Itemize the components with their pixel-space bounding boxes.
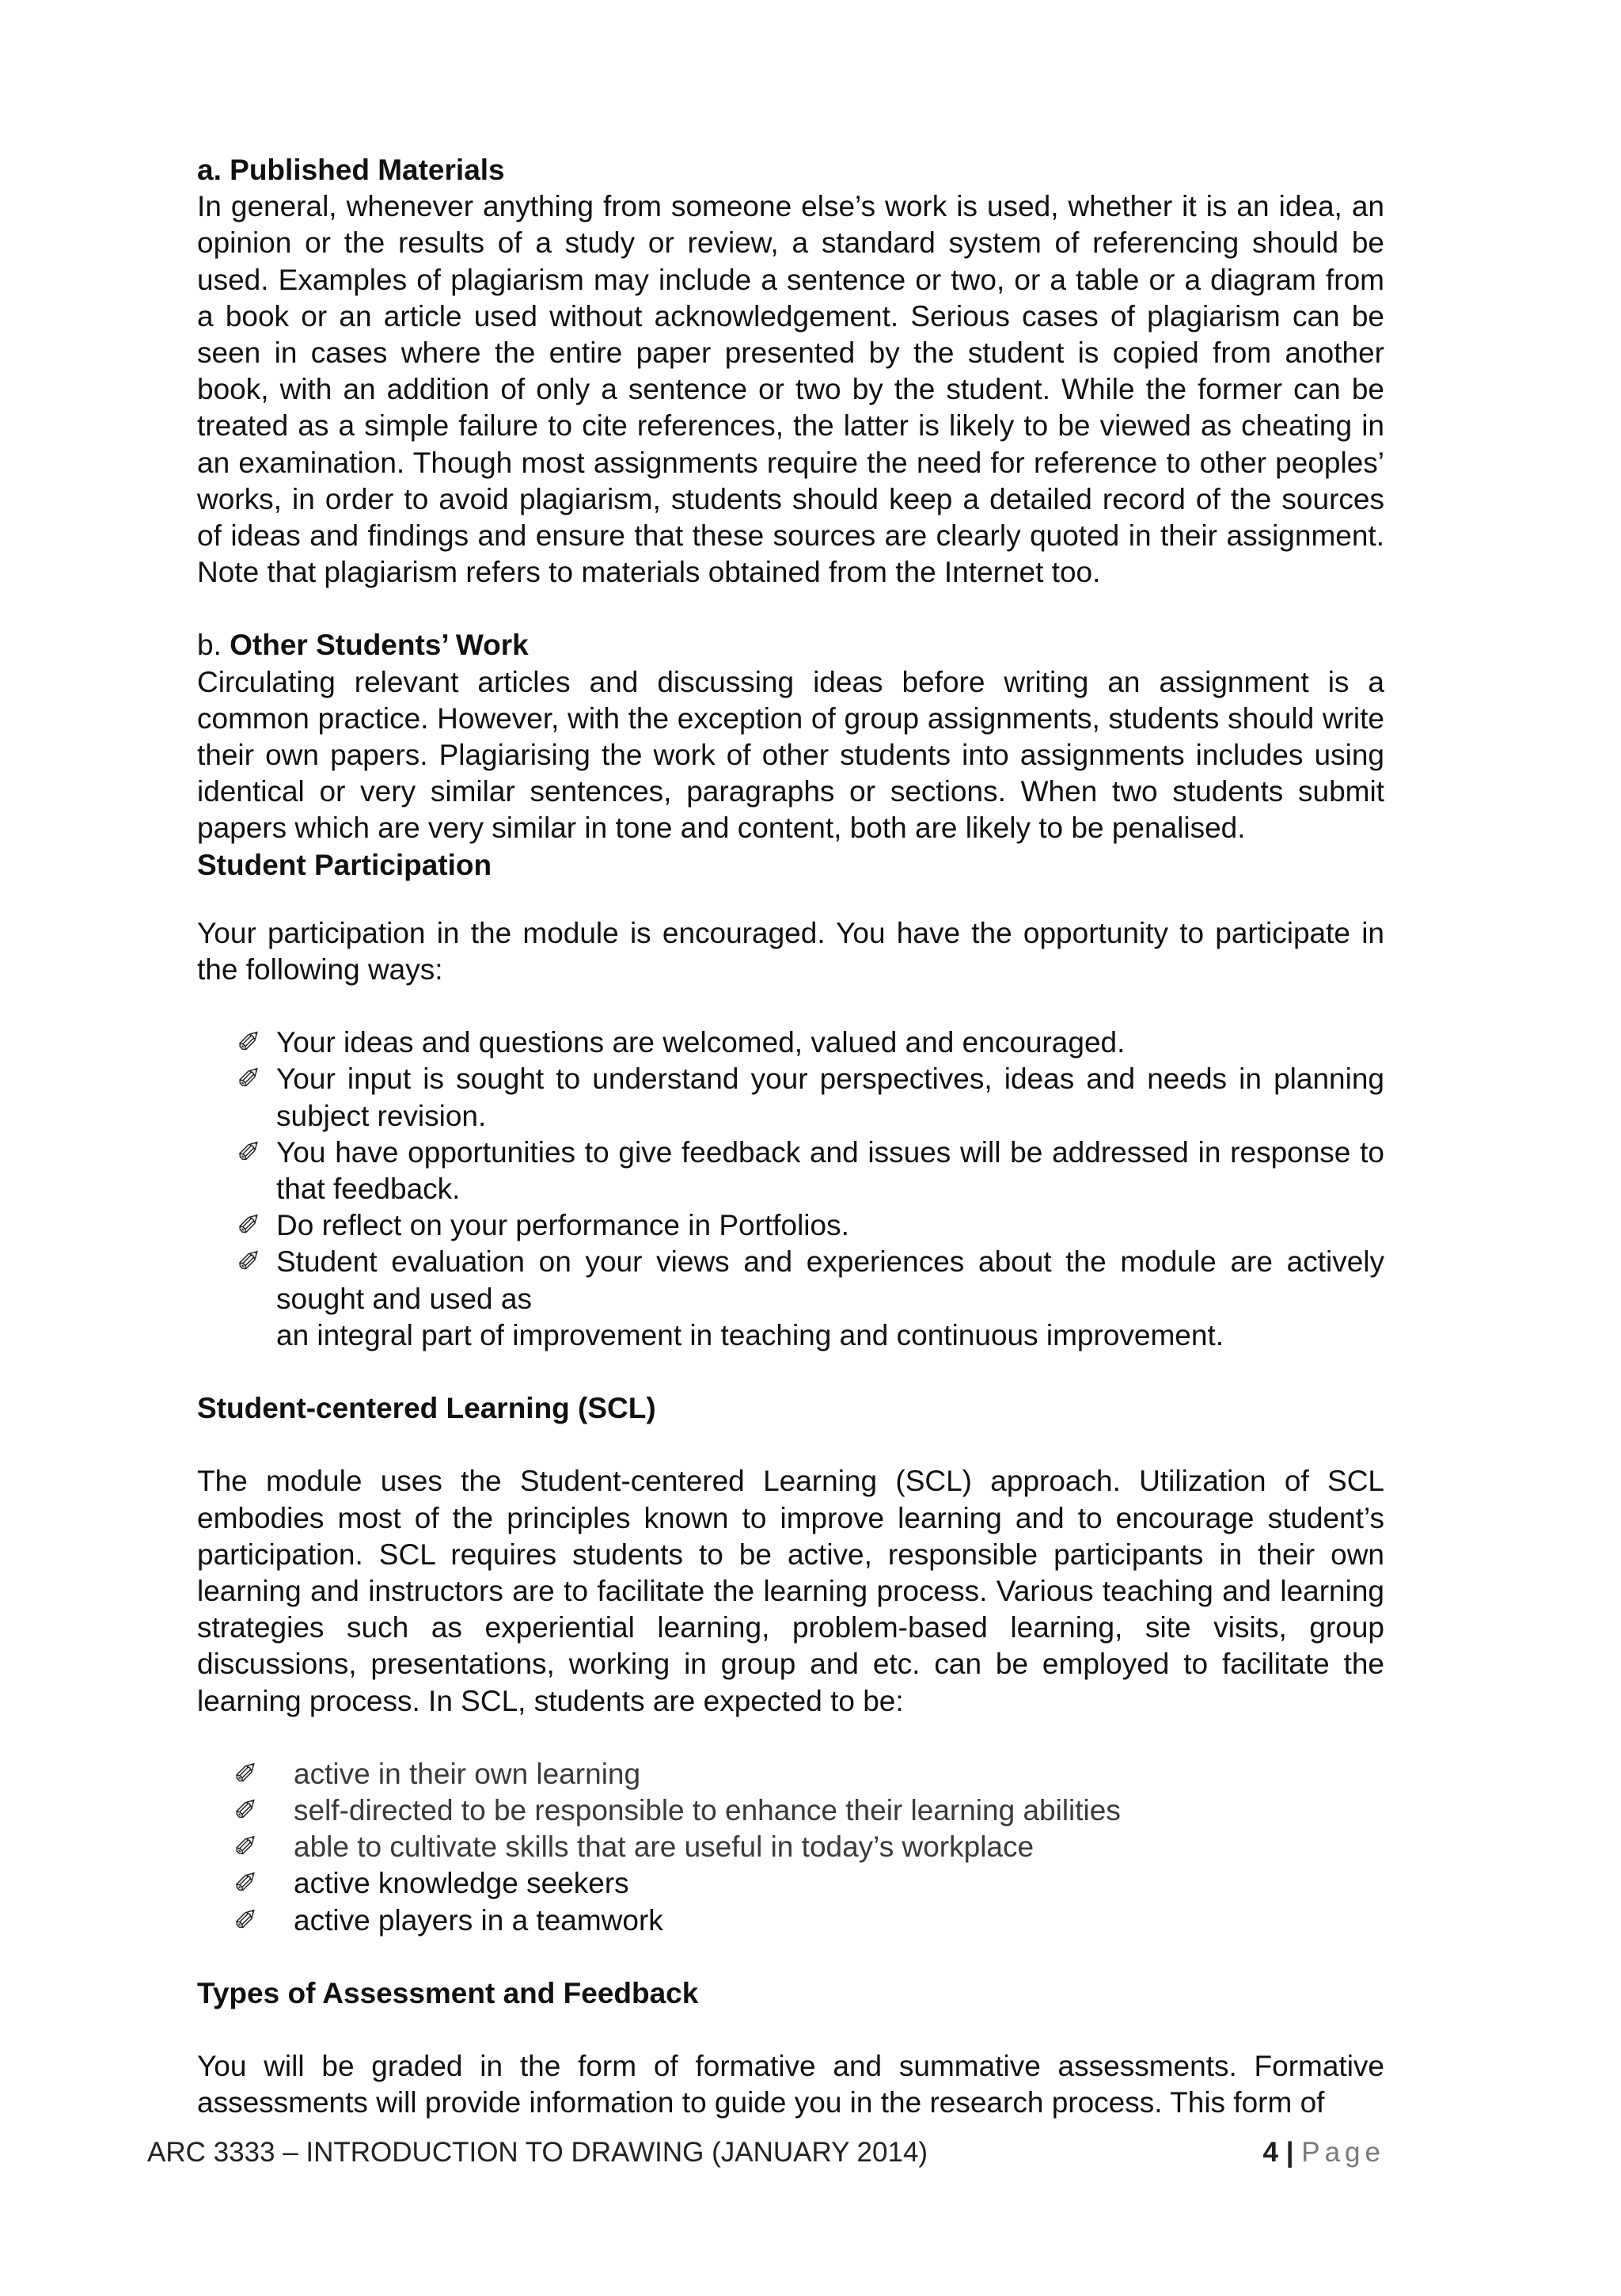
pencil-icon: ✐ <box>233 1903 259 1937</box>
list-item-text: self-directed to be responsible to enhance their learning abilities <box>294 1793 1121 1827</box>
list-item <box>197 1244 1384 1317</box>
list-item-continuation <box>197 1317 1384 1354</box>
assessment-heading: Types of Assessment and Feedback <box>197 1976 699 2009</box>
page-number: 4 <box>1262 2137 1278 2168</box>
list-item-text: Your input is sought to understand your perspectives, ideas and needs in planning subject revision. <box>276 1062 1384 1132</box>
list-item-text: Student evaluation on your views and experiences about the module are actively sought and used as <box>276 1245 1384 1315</box>
pencil-icon: ✐ <box>237 1245 262 1279</box>
pencil-icon: ✐ <box>237 1062 262 1096</box>
other-students-title: Other Students’ Work <box>230 629 529 662</box>
participation-intro: Your participation in the module is encouraged. You have the opportunity to participate in the following ways: <box>197 916 1384 986</box>
list-item <box>197 1207 1384 1244</box>
pencil-icon: ✐ <box>233 1867 259 1900</box>
list-item-text: Do reflect on your performance in Portfolios. <box>276 1209 849 1242</box>
spacer <box>197 1939 1384 1975</box>
other-students-heading <box>197 627 1384 663</box>
list-item-text: You have opportunities to give feedback and issues will be addressed in response to that feedback. <box>276 1135 1384 1206</box>
page-word: Page <box>1301 2137 1385 2168</box>
list-item-text: active knowledge seekers <box>294 1867 629 1900</box>
list-item <box>197 1061 1384 1134</box>
pencil-icon: ✐ <box>237 1135 262 1169</box>
scl-list <box>197 1756 1384 1939</box>
list-item-text: Your ideas and questions are welcomed, valued and encouraged. <box>276 1026 1126 1059</box>
assessment-paragraph: You will be graded in the form of formative and summative assessments. Formative assessments will provide information to guide you in the research process. This form of <box>197 2049 1384 2119</box>
scl-heading: Student-centered Learning (SCL) <box>197 1392 656 1425</box>
list-item <box>197 1865 1384 1902</box>
other-students-paragraph: Circulating relevant articles and discussing ideas before writing an assignment is a common practice. However, with the exception of group assignments, students should write their own papers. Plagiarising the work of other students into assignments includes using identical or very similar sentences, paragraphs or sections. When two students submit papers which are very similar in tone and content, both are likely to be penalised. <box>197 665 1384 845</box>
list-item <box>197 1756 1384 1792</box>
spacer <box>197 884 1384 915</box>
spacer <box>197 591 1384 627</box>
pencil-icon: ✐ <box>233 1830 259 1864</box>
pencil-icon: ✐ <box>237 1026 262 1059</box>
spacer <box>197 1354 1384 1390</box>
list-item <box>197 1024 1384 1061</box>
list-item <box>197 1829 1384 1865</box>
student-participation-heading: Student Participation <box>197 848 492 881</box>
list-item <box>197 1135 1384 1207</box>
list-item-text: active players in a teamwork <box>294 1903 663 1937</box>
spacer <box>197 988 1384 1024</box>
list-item <box>197 1792 1384 1829</box>
published-materials-paragraph: In general, whenever anything from someone else’s work is used, whether it is an idea, an opinion or the results of a study or review, a standard system of referencing should be used. Examples of plagiarism may include a sentence or two, or a table or a diagram from a book or an article used without acknowledgement. Serious cases of plagiarism can be seen in cases where the entire paper presented by the student is copied from another book, with an addition of only a sentence or two by the student. While the former can be treated as a simple failure to cite references, the latter is likely to be viewed as cheating in an examination. Though most assignments require the need for reference to other peoples’ works, in order to avoid plagiarism, students should keep a detailed record of the sources of ideas and findings and ensure that these sources are clearly quoted in their assignment. Note that plagiarism refers to materials obtained from the Internet too. <box>197 190 1384 589</box>
spacer <box>197 1720 1384 1756</box>
document-body <box>197 152 1384 2121</box>
footer-separator: | <box>1285 2137 1294 2168</box>
spacer <box>197 2012 1384 2048</box>
other-students-prefix: b. <box>197 629 230 662</box>
participation-list <box>197 1024 1384 1354</box>
list-item-text: able to cultivate skills that are useful in today’s workplace <box>294 1830 1034 1864</box>
footer-page-indicator <box>1263 2135 1385 2170</box>
pencil-icon: ✐ <box>233 1757 259 1790</box>
footer-course-title: ARC 3333 – INTRODUCTION TO DRAWING (JANUARY 2014) <box>147 2137 928 2168</box>
published-materials-heading: a. Published Materials <box>197 154 505 186</box>
scl-paragraph: The module uses the Student-centered Learning (SCL) approach. Utilization of SCL embodies most of the principles known to improve learning and to encourage student’s participation. SCL requires students to be active, responsible participants in their own learning and instructors are to facilitate the learning process. Various teaching and learning strategies such as experiential learning, problem-based learning, site visits, group discussions, presentations, working in group and etc. can be employed to facilitate the learning process. In SCL, students are expected to be: <box>197 1465 1384 1717</box>
list-item-text: active in their own learning <box>294 1757 641 1790</box>
spacer <box>197 1427 1384 1463</box>
pencil-icon: ✐ <box>233 1793 259 1827</box>
list-item-text: an integral part of improvement in teaching and continuous improvement. <box>276 1318 1224 1351</box>
pencil-icon: ✐ <box>237 1209 262 1242</box>
list-item <box>197 1903 1384 1939</box>
